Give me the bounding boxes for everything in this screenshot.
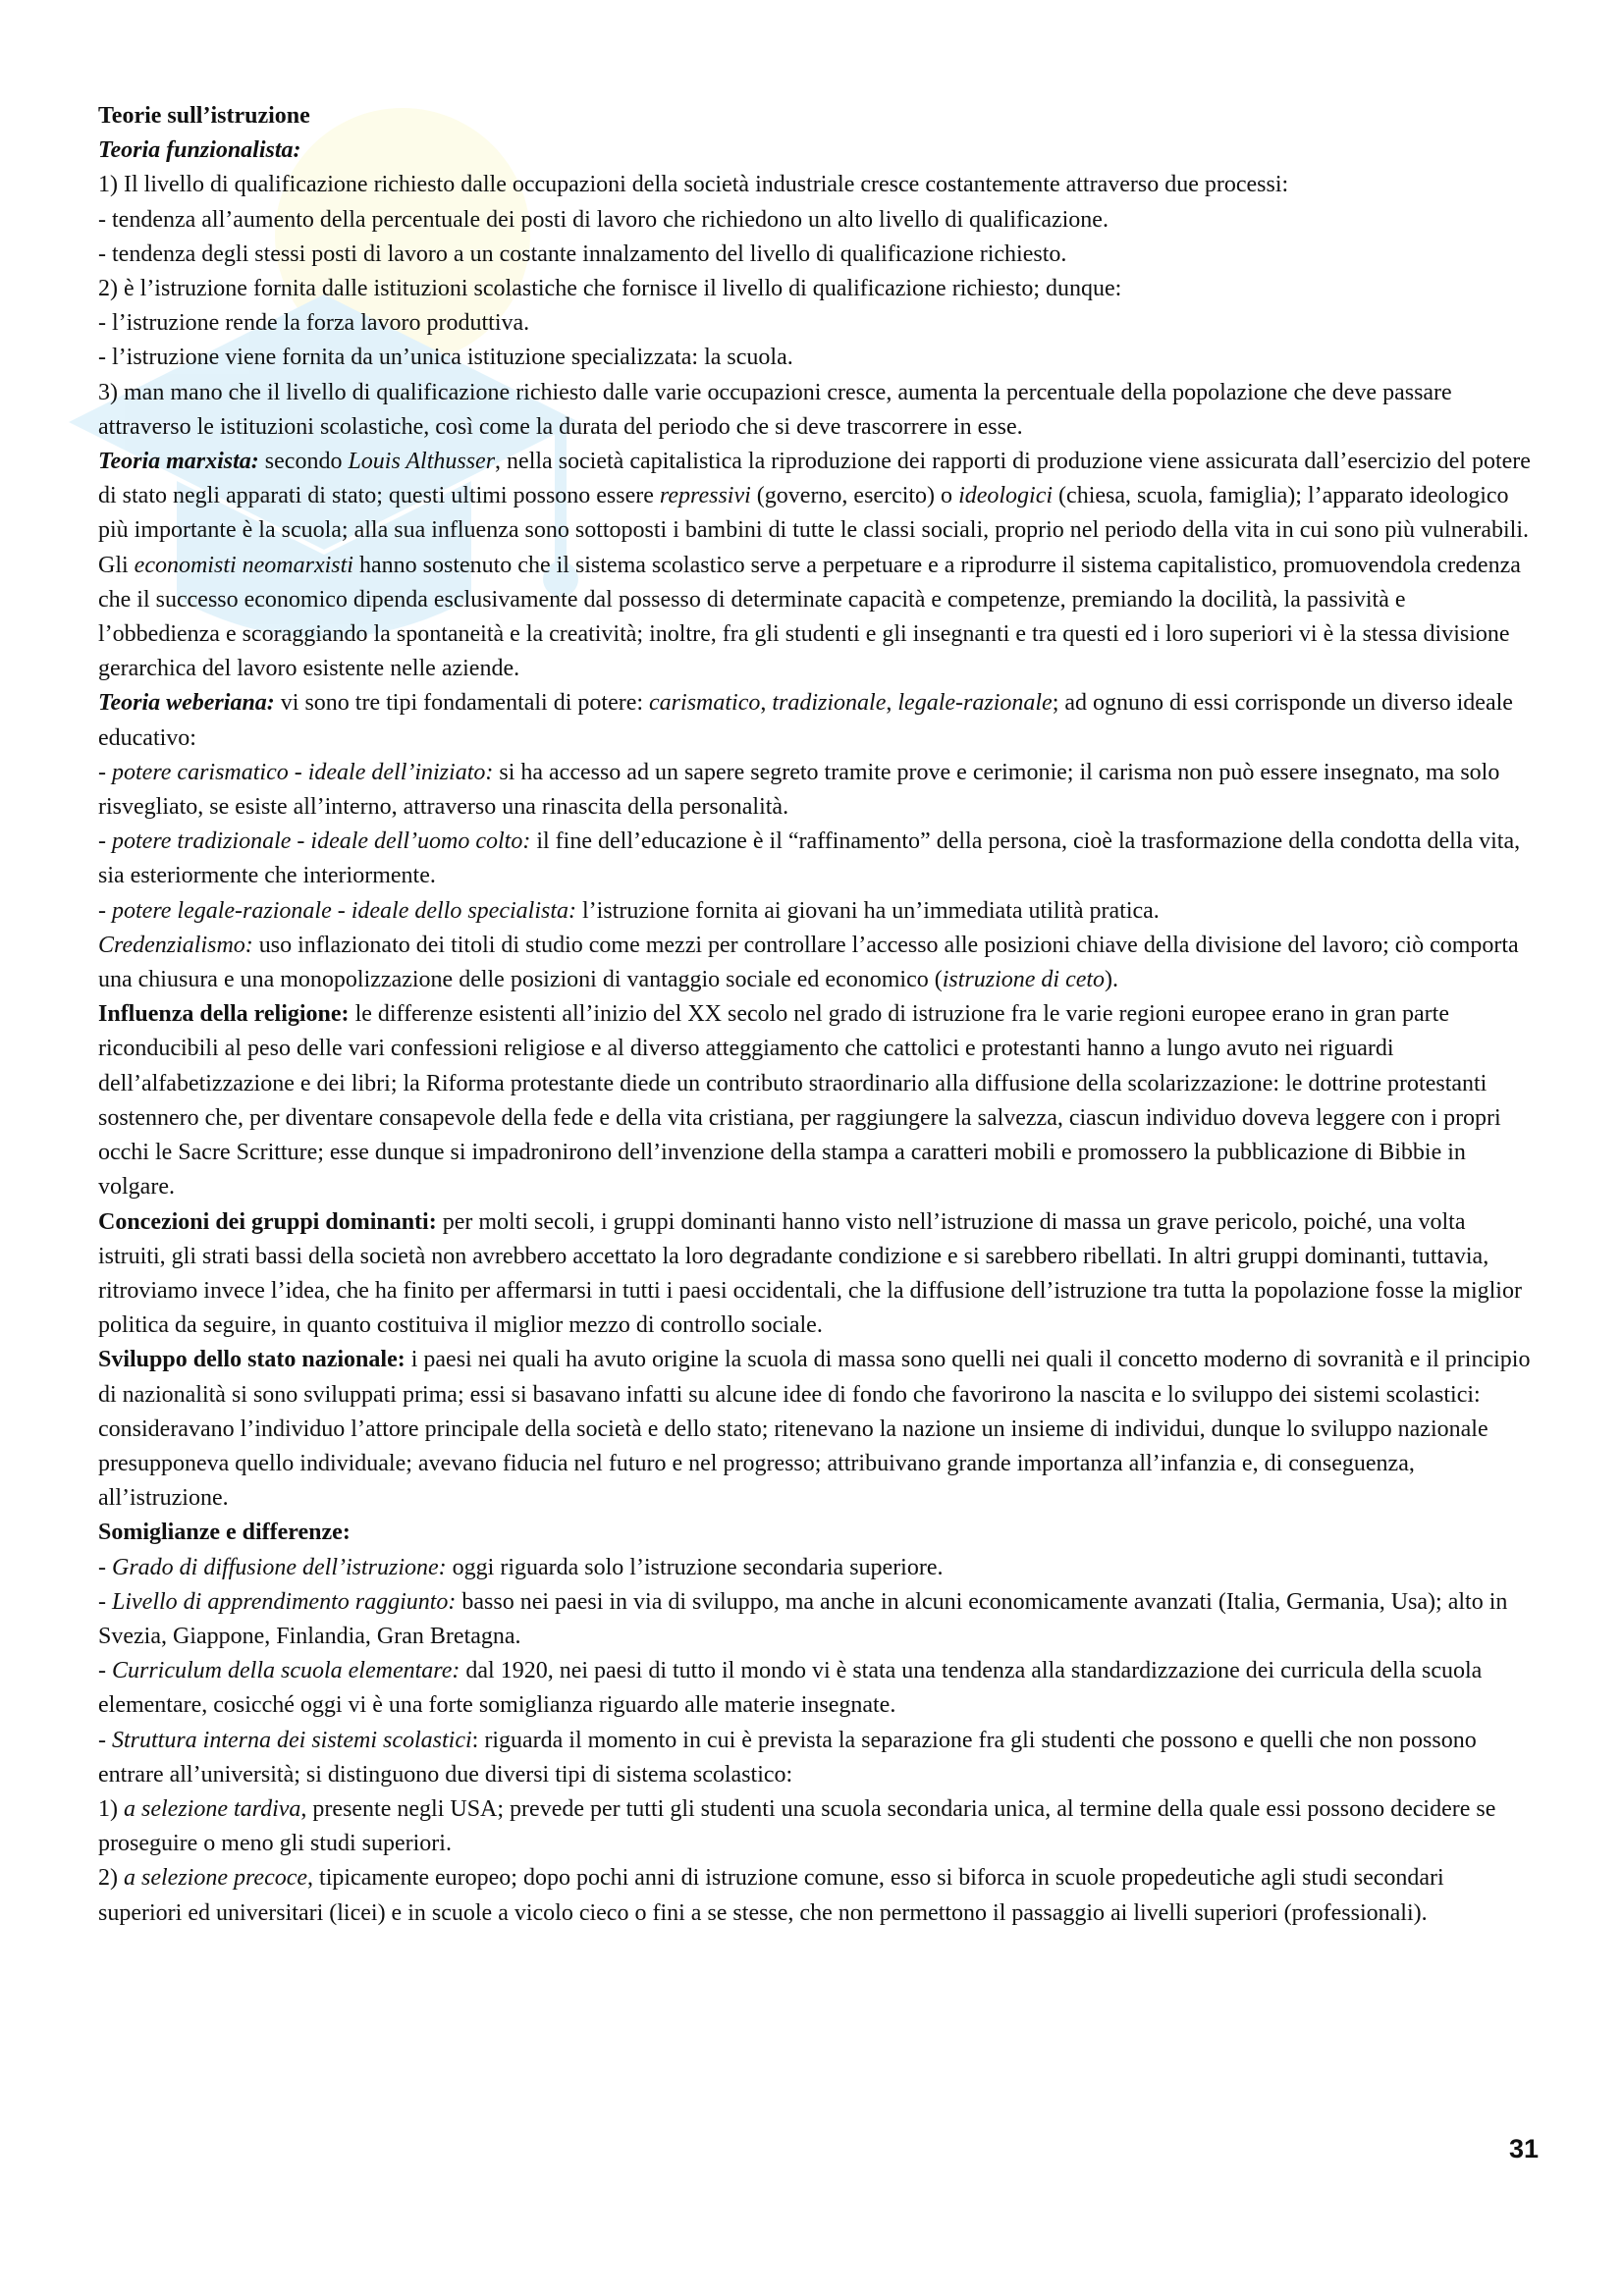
list-item: - l’istruzione rende la forza lavoro produttiva. — [98, 310, 530, 337]
paragraph-neomarxisti: Gli economisti neomarxisti hanno sostenuto che il sistema scolastico serve a perpetuare e a riprodurre il sistema capitalistico, promuovendola credenza che il successo economico dipenda esclusivamente dal possesso di determinate capacità e competenze, premiando la docilità, la passività e l’obbedienza e scoraggiando la spontaneità e la creatività; inoltre, fra gli studenti e gli insegnanti e tra questi ed i loro superiori vi è la stessa divisione gerarchica del lavoro esistente nelle aziende. — [98, 552, 1521, 682]
paragraph-dominanti: Concezioni dei gruppi dominanti: per molti secoli, i gruppi dominanti hanno visto nell’istruzione di massa un grave pericolo, poiché, una volta istruiti, gli strati bassi della società non avrebbero accettato la loro degradante condizione e si sarebbero ribellati. In altri gruppi dominanti, tuttavia, ritroviamo invece l’idea, che ha finito per affermarsi in tutti i paesi occidentali, che la diffusione dell’istruzione tra tutta la popolazione fosse la miglior politica da seguire, in quanto costituiva il miglior mezzo di controllo sociale. — [98, 1208, 1522, 1339]
paragraph: 2) è l’istruzione fornita dalle istituzioni scolastiche che fornisce il livello di qualificazione richiesto; dunque: — [98, 276, 1122, 302]
paragraph-religione: Influenza della religione: le differenze esistenti all’inizio del XX secolo nel grado di istruzione fra le varie regioni europee erano in gran parte riconducibili al peso delle vari confessioni religiose e al diverso atteggiamento che cattolici e protestanti hanno a lungo avuto nei riguardi dell’alfabetizzazione e dei libri; la Riforma protestante diede un contributo straordinario alla diffusione della scolarizzazione: le dottrine protestanti sostennero che, per diventare consapevole della fede e della vita cristiana, per raggiungere la salvezza, ciascun individuo doveva leggere con i propri occhi le Sacre Scritture; esse dunque si impadronirono dell’invenzione della stampa a caratteri mobili e promossero la pubblicazione di Bibbie in volgare. — [98, 1001, 1501, 1201]
document-body — [98, 99, 1532, 1931]
list-item: - Livello di apprendimento raggiunto: basso nei paesi in via di sviluppo, ma anche in alcuni economicamente avanzati (Italia, Germania, Usa); alto in Svezia, Giappone, Finlandia, Gran Bretagna. — [98, 1588, 1508, 1649]
list-item: - l’istruzione viene fornita da un’unica istituzione specializzata: la scuola. — [98, 345, 793, 371]
paragraph-credenzialismo: Credenzialismo: uso inflazionato dei titoli di studio come mezzi per controllare l’accesso alle posizioni chiave della divisione del lavoro; ciò comporta una chiusura e una monopolizzazione delle posizioni di vantaggio sociale ed economico (istruzione di ceto). — [98, 932, 1519, 993]
paragraph-weberiana: Teoria weberiana: vi sono tre tipi fondamentali di potere: carismatico, tradizionale, legale-razionale; ad ognuno di essi corrisponde un diverso ideale educativo: — [98, 690, 1513, 751]
heading-nazionale: Sviluppo dello stato nazionale: — [98, 1347, 406, 1373]
list-item: 1) a selezione tardiva, presente negli USA; prevede per tutti gli studenti una scuola secondaria unica, al termine della quale essi possono decidere se proseguire o meno gli studi superiori. — [98, 1795, 1496, 1857]
heading-religione: Influenza della religione: — [98, 1001, 350, 1028]
heading-funzionalista: Teoria funzionalista: — [98, 137, 301, 164]
list-item: - potere carismatico - ideale dell’iniziato: si ha accesso ad un sapere segreto tramite prove e cerimonie; il carisma non può essere insegnato, ma solo risvegliato, se esiste all’interno, attraverso una rinascita della personalità. — [98, 759, 1500, 821]
list-item: - tendenza degli stessi posti di lavoro a un costante innalzamento del livello di qualificazione richiesto. — [98, 240, 1067, 267]
paragraph: 1) Il livello di qualificazione richiesto dalle occupazioni della società industriale cresce costantemente attraverso due processi: — [98, 172, 1289, 198]
document-title: Teorie sull’istruzione — [98, 103, 310, 129]
list-item: - Curriculum della scuola elementare: dal 1920, nei paesi di tutto il mondo vi è stata una tendenza alla standardizzazione dei curricula della scuola elementare, cosicché oggi vi è una forte somiglianza riguardo alle materie insegnate. — [98, 1658, 1483, 1719]
list-item: - potere legale-razionale - ideale dello specialista: l’istruzione fornita ai giovani ha un’immediata utilità pratica. — [98, 897, 1160, 924]
list-item: - potere tradizionale - ideale dell’uomo colto: il fine dell’educazione è il “raffinamento” della persona, cioè la trasformazione della condotta della vita, sia esteriormente che interiormente. — [98, 828, 1521, 889]
paragraph: 3) man mano che il livello di qualificazione richiesto dalle varie occupazioni cresce, aumenta la percentuale della popolazione che deve passare attraverso le istituzioni scolastiche, così come la durata del periodo che si deve trascorrere in esse. — [98, 379, 1452, 440]
paragraph-nazionale: Sviluppo dello stato nazionale: i paesi nei quali ha avuto origine la scuola di massa sono quelli nei quali il concetto moderno di sovranità e il principio di nazionalità si sono sviluppati prima; essi si basavano infatti su alcune idee di fondo che favorirono la nascita e lo sviluppo dei sistemi scolastici: consideravano l’individuo l’attore principale della società e dello stato; ritenevano la nazione un insieme di individui, dunque lo sviluppo nazionale presupponeva quello individuale; avevano fiducia nel futuro e nel progresso; attribuivano grande importanza all’infanzia e, di conseguenza, all’istruzione. — [98, 1347, 1531, 1512]
heading-weberiana: Teoria weberiana: — [98, 690, 275, 717]
heading-somiglianze: Somiglianze e differenze: — [98, 1520, 351, 1546]
list-item: 2) a selezione precoce, tipicamente europeo; dopo pochi anni di istruzione comune, esso si biforca in scuole propedeutiche agli studi secondari superiori ed universitari (licei) e in scuole a vicolo cieco o fini a se stesse, che non permettono il passaggio ai livelli superiori (professionali). — [98, 1865, 1444, 1926]
heading-marxista: Teoria marxista: — [98, 449, 259, 475]
page-number: 31 — [1508, 2134, 1539, 2163]
paragraph-marxista: Teoria marxista: secondo Louis Althusser, nella società capitalistica la riproduzione dei rapporti di produzione viene assicurata dall’esercizio del potere di stato negli apparati di stato; questi ultimi possono essere repressivi (governo, esercito) o ideologici (chiesa, scuola, famiglia); l’apparato ideologico più importante è la scuola; alla sua influenza sono sottoposti i bambini di tutte le classi sociali, proprio nel periodo della vita in cui sono più vulnerabili. — [98, 449, 1531, 544]
heading-dominanti: Concezioni dei gruppi dominanti: — [98, 1208, 437, 1235]
list-item: - Struttura interna dei sistemi scolastici: riguarda il momento in cui è prevista la separazione fra gli studenti che possono e quelli che non possono entrare all’università; si distinguono due diversi tipi di sistema scolastico: — [98, 1727, 1477, 1788]
list-item: - tendenza all’aumento della percentuale dei posti di lavoro che richiedono un alto livello di qualificazione. — [98, 206, 1109, 233]
list-item: - Grado di diffusione dell’istruzione: oggi riguarda solo l’istruzione secondaria superiore. — [98, 1554, 944, 1580]
